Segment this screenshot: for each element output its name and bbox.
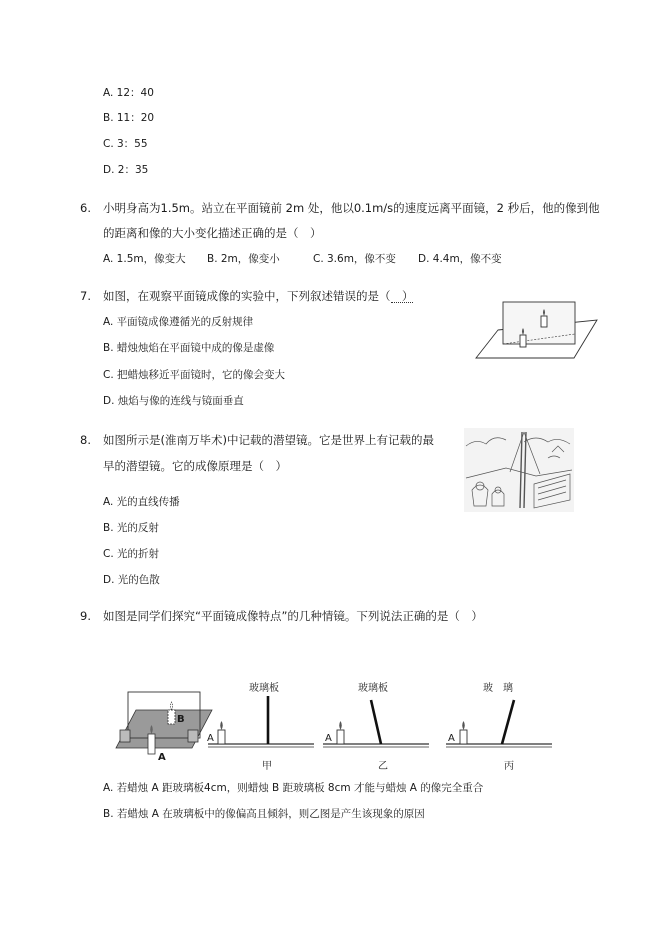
q8-periscope-illustration xyxy=(464,428,574,512)
q7-option-a: A. 平面镜成像遵循光的反射规律 xyxy=(103,316,254,328)
q7-emphasis-dots xyxy=(391,302,413,304)
q6-option-b: B. 2m，像变小 xyxy=(207,253,280,265)
q6-option-d: D. 4.4m，像不变 xyxy=(418,253,502,265)
prev-option-d: D. 2：35 xyxy=(103,164,149,176)
q9-caption-bing: 丙 xyxy=(504,761,514,772)
q8-option-b: B. 光的反射 xyxy=(103,522,159,534)
q6-number: 6. xyxy=(80,201,91,215)
prev-option-c: C. 3：55 xyxy=(103,138,148,150)
q9-label-candle-a: A xyxy=(158,752,166,763)
q9-bing-glass-label: 玻 璃 xyxy=(483,683,513,694)
q7-option-d: D. 烛焰与像的连线与镜面垂直 xyxy=(103,395,244,407)
q6-stem-line1: 小明身高为1.5m。站立在平面镜前 2m 处，他以0.1m/s的速度远离平面镜，2 秒后，他的像到他 xyxy=(103,201,600,215)
q9-jia-glass-label: 玻璃板 xyxy=(249,683,279,694)
q9-panel-jia xyxy=(206,690,316,750)
q8-stem-line2: 早的潜望镜。它的成像原理是（ ） xyxy=(103,459,287,473)
q9-bing-label-a: A xyxy=(448,733,455,744)
q8-stem-line1: 如图所示是(淮南万毕术)中记载的潜望镜。它是世界上有记载的最 xyxy=(103,433,434,447)
q9-yi-label-a: A xyxy=(325,733,332,744)
q7-mirror-figure xyxy=(474,298,600,362)
q9-option-a: A. 若蜡烛 A 距玻璃板4cm，则蜡烛 B 距玻璃板 8cm 才能与蜡烛 A 的像完全重合 xyxy=(103,782,484,794)
prev-option-a: A. 12：40 xyxy=(103,87,154,99)
q9-jia-label-a: A xyxy=(207,733,214,744)
q7-number: 7. xyxy=(80,289,91,303)
q9-yi-glass-label: 玻璃板 xyxy=(358,683,388,694)
q8-option-c: C. 光的折射 xyxy=(103,548,160,560)
q9-panel-yi xyxy=(321,690,431,750)
q9-caption-jia: 甲 xyxy=(262,761,272,772)
q9-caption-yi: 乙 xyxy=(378,761,388,772)
q7-option-c: C. 把蜡烛移近平面镜时，它的像会变大 xyxy=(103,369,286,381)
q9-stem: 如图是同学们探究“平面镜成像特点”的几种情镜。下列说法正确的是（ ） xyxy=(103,609,483,623)
prev-option-b: B. 11：20 xyxy=(103,112,155,124)
q9-panel-bing xyxy=(444,690,554,750)
q8-number: 8. xyxy=(80,433,91,447)
q7-option-b: B. 蜡烛烛焰在平面镜中成的像是虚像 xyxy=(103,342,275,354)
q9-number: 9. xyxy=(80,609,91,623)
q9-label-candle-b: B xyxy=(177,714,185,725)
q8-option-a: A. 光的直线传播 xyxy=(103,496,180,508)
q9-option-b: B. 若蜡烛 A 在玻璃板中的像偏高且倾斜，则乙图是产生该现象的原因 xyxy=(103,808,425,820)
q8-option-d: D. 光的色散 xyxy=(103,574,160,586)
q7-stem: 如图，在观察平面镜成像的实验中，下列叙述错误的是（ ） xyxy=(103,289,414,303)
q6-option-a: A. 1.5m，像变大 xyxy=(103,253,186,265)
q6-option-c: C. 3.6m，像不变 xyxy=(313,253,396,265)
q6-stem-line2: 的距离和像的大小变化描述正确的是（ ） xyxy=(103,226,322,240)
